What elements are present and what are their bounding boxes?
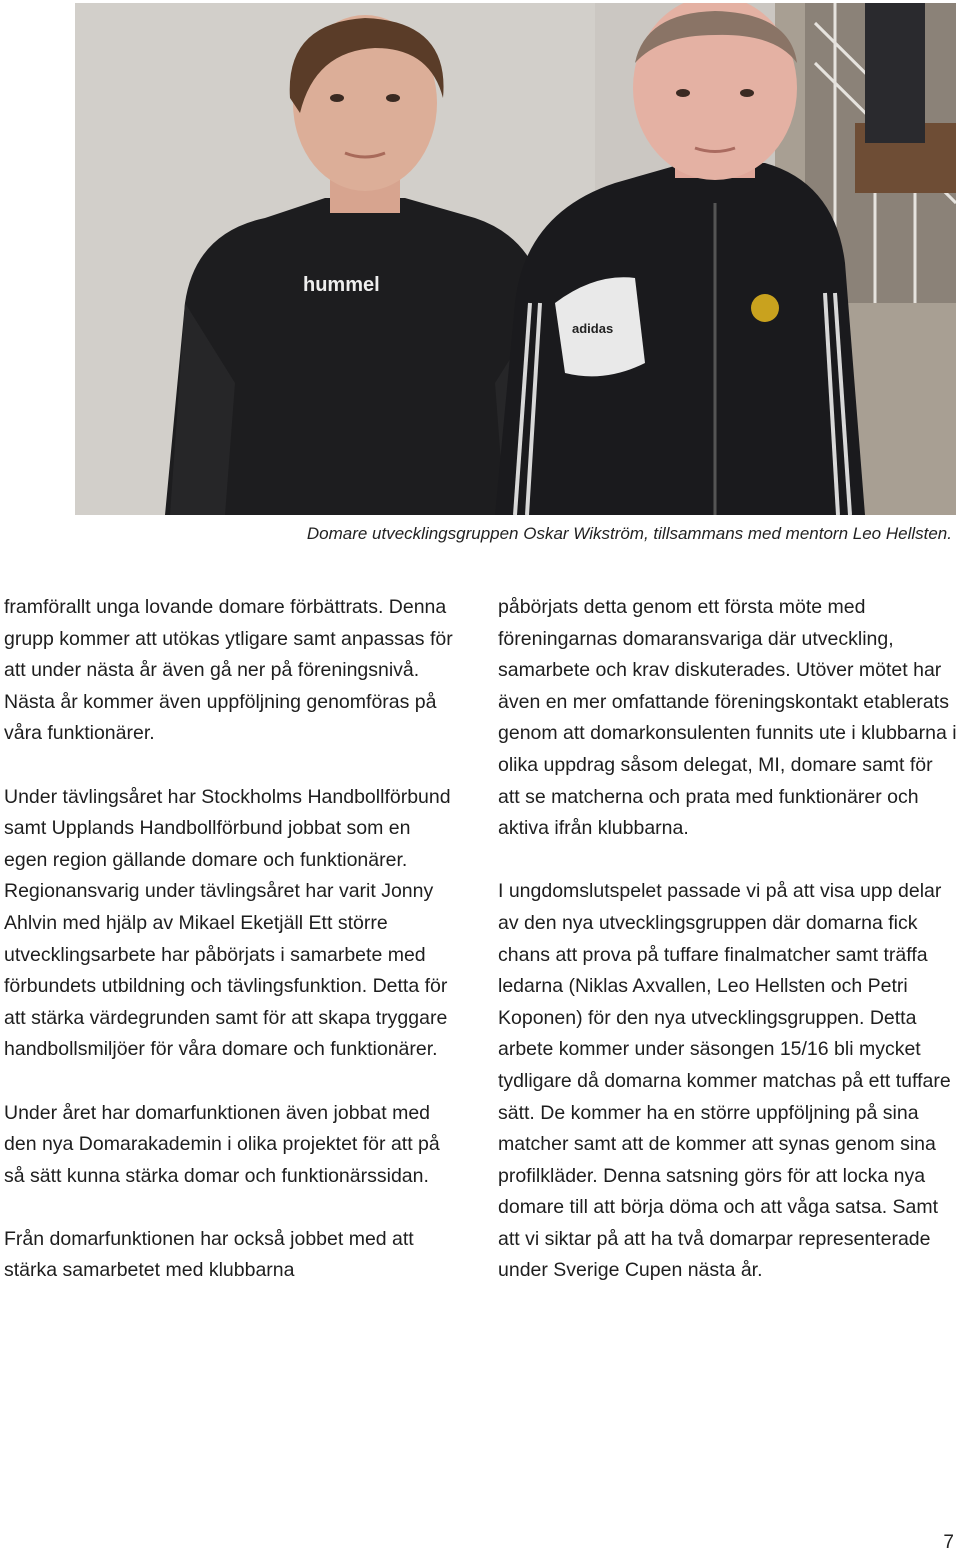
shirt-brand-left: hummel <box>303 274 380 296</box>
paragraph: påbörjats detta genom ett första möte med föreningarnas domaransvariga där utveckling, samarbete och krav diskuterades. Utöver mötet har även en mer omfattande föreningskontakt etablerats genom att domarkonsulenten funnits ute i klubbarna i olika uppdrag såsom delegat, MI, domare samt för att se matcherna och prata med funktionärer och aktiva ifrån klubbarna. <box>498 596 957 840</box>
photo-caption: Domare utvecklingsgruppen Oskar Wikström, tillsammans med mentorn Leo Hellsten. <box>306 524 952 543</box>
jacket-brand-right: adidas <box>572 321 614 336</box>
photo-illustration <box>75 3 956 515</box>
paragraph: I ungdomslutspelet passade vi på att visa upp delar av den nya utvecklingsgruppen där domarna fick chans att prova på tuffare finalmatcher samt träffa ledarna (Niklas Axvallen, Leo Hellsten och Petri Koponen) för den nya utvecklingsgruppen. Detta arbete kommer under säsongen 15/16 bli mycket tydligare då domarna kommer matchas på ett tuffare sätt. De kommer ha en större uppföljning på sina matcher samt att de kommer att synas genom sina profilkläder. Denna satsning görs för att locka nya domare till att börja döma och att våga satsa. Samt att vi siktar på att ha två domarpar representerade under Sverige Cupen nästa år. <box>498 880 951 1282</box>
paragraph: Från domarfunktionen har också jobbet med att stärka samarbetet med klubbarna <box>4 1227 414 1282</box>
right-column <box>498 592 958 1319</box>
page-number: 7 <box>943 1532 954 1553</box>
paragraph: Under året har domarfunktionen även jobbat med den nya Domarakademin i olika projektet för att på så sätt kunna stärka domar och funktionärssidan. <box>4 1101 440 1187</box>
photo-referees <box>75 3 956 515</box>
left-column <box>4 592 454 1319</box>
paragraph: Under tävlingsåret har Stockholms Handbollförbund samt Upplands Handbollförbund jobbat som en egen region gällande domare och funktionärer. Regionansvarig under tävlingsåret har varit Jonny Ahlvin med hjälp av Mikael Eketjäll Ett större utvecklingsarbete har påbörjats i samarbete med förbundets utbildning och tävlingsfunktion. Detta för att stärka värdegrunden samt för att skapa tryggare handbollsmiljöer för våra domare och funktionärer. <box>4 785 451 1061</box>
crest-icon <box>751 294 779 322</box>
paragraph: framförallt unga lovande domare förbättrats. Denna grupp kommer att utökas ytligare samt anpassas för att under nästa år även gå ner på föreningsnivå. Nästa år kommer även uppföljning genomföras på våra funktionärer. <box>4 596 453 745</box>
